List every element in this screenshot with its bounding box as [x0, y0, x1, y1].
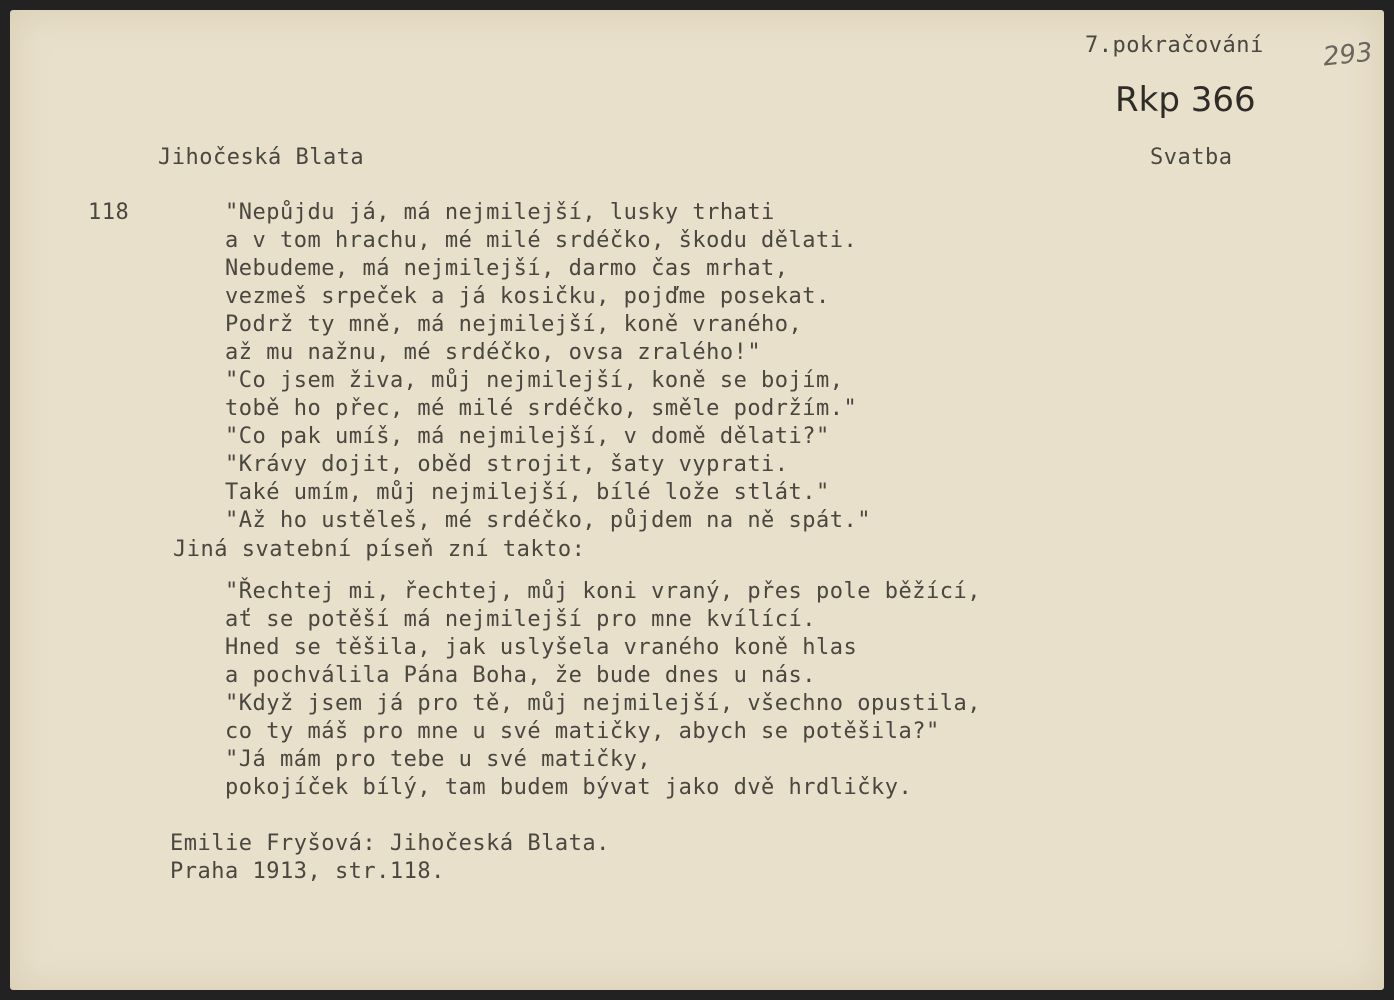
source-citation: Emilie Fryšová: Jihočeská Blata. [170, 831, 610, 856]
verse-line: "Co jsem živa, můj nejmilejší, koně se bojím, [225, 368, 844, 393]
verse-line: pokojíček bílý, tam budem bývat jako dvě hrdličky. [225, 775, 913, 800]
verse-line: vezmeš srpeček a já kosičku, pojďme posekat. [225, 284, 830, 309]
verse-line: Podrž ty mně, má nejmilejší, koně vraného, [225, 312, 803, 337]
continuation-label: 7.pokračování [1085, 33, 1264, 58]
region-heading: Jihočeská Blata [158, 145, 365, 170]
verse-line: až mu nažnu, mé srdéčko, ovsa zralého!" [225, 340, 762, 365]
archive-card [10, 10, 1384, 990]
verse-line: Nebudeme, má nejmilejší, darmo čas mrhat, [225, 256, 789, 281]
sheet-number: 293 [1321, 37, 1375, 73]
song-verse-2 [225, 578, 981, 802]
verse-line: a pochválila Pána Boha, že bude dnes u nás. [225, 663, 817, 688]
verse-line: "Co pak umíš, má nejmilejší, v domě dělati?" [225, 424, 830, 449]
verse-line: tobě ho přec, mé milé srdéčko, směle podržím." [225, 396, 858, 421]
manuscript-number: Rkp 366 [1115, 80, 1256, 120]
song-verse-1 [225, 199, 871, 535]
verse-line: "Nepůjdu já, má nejmilejší, lusky trhati [225, 200, 775, 225]
verse-line: Také umím, můj nejmilejší, bílé lože stlát." [225, 480, 830, 505]
entry-number: 118 [88, 200, 130, 225]
intro-line: Jiná svatební píseň zní takto: [173, 537, 586, 562]
verse-line: Hned se těšila, jak uslyšela vraného koně hlas [225, 635, 858, 660]
verse-line: "Když jsem já pro tě, můj nejmilejší, všechno opustila, [225, 691, 981, 716]
source-publication: Praha 1913, str.118. [170, 859, 445, 884]
verse-line: ať se potěší má nejmilejší pro mne kvílící. [225, 607, 817, 632]
verse-line: "Krávy dojit, oběd strojit, šaty vyprati. [225, 452, 789, 477]
verse-line: a v tom hrachu, mé milé srdéčko, škodu dělati. [225, 228, 858, 253]
verse-line: "Já mám pro tebe u své matičky, [225, 747, 652, 772]
verse-line: "Až ho ustěleš, mé srdéčko, půjdem na ně spát." [225, 508, 872, 533]
theme-heading: Svatba [1150, 145, 1233, 170]
verse-line: "Řechtej mi, řechtej, můj koni vraný, přes pole běžící, [225, 579, 981, 604]
verse-line: co ty máš pro mne u své matičky, abych se potěšila?" [225, 719, 940, 744]
